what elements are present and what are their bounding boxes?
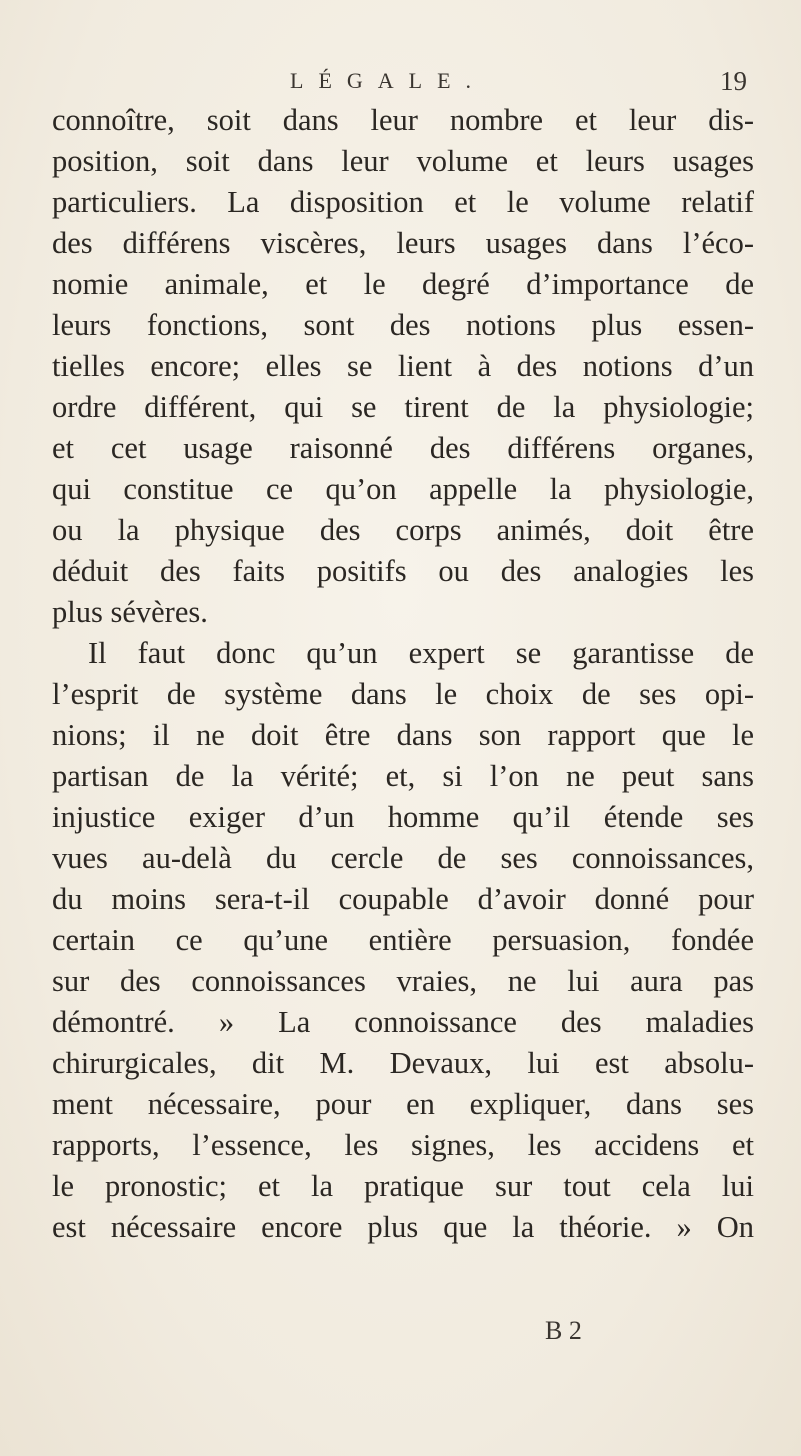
text-line: qui constitue ce qu’on appelle la physiologie,: [52, 472, 754, 506]
text-line: nomie animale, et le degré d’importance de: [52, 267, 754, 301]
text-line: vues au-delà du cercle de ses connoissances,: [52, 841, 754, 875]
running-head: LÉGALE.: [290, 68, 487, 93]
text-line: déduit des faits positifs ou des analogies les: [52, 554, 754, 588]
text-line: ordre différent, qui se tirent de la physiologie;: [52, 390, 754, 424]
text-line: position, soit dans leur volume et leurs usages: [52, 144, 754, 178]
text-line: tielles encore; elles se lient à des notions d’un: [52, 349, 754, 383]
text-line: connoître, soit dans leur nombre et leur dis-: [52, 103, 754, 137]
text-line: l’esprit de système dans le choix de ses opi-: [52, 677, 754, 711]
text-line: certain ce qu’une entière persuasion, fondée: [52, 923, 754, 957]
text-line: particuliers. La disposition et le volume relatif: [52, 185, 754, 219]
text-line: démontré. » La connoissance des maladies: [52, 1005, 754, 1039]
text-line: nions; il ne doit être dans son rapport que le: [52, 718, 754, 752]
text-line: et cet usage raisonné des différens organes,: [52, 431, 754, 465]
body-text: [52, 100, 754, 1248]
signature-mark: B 2: [545, 1316, 582, 1345]
text-line: ou la physique des corps animés, doit être: [52, 513, 754, 547]
text-line: des différens viscères, leurs usages dans l’éco-: [52, 226, 754, 260]
text-line: leurs fonctions, sont des notions plus essen-: [52, 308, 754, 342]
text-line: est nécessaire encore plus que la théorie. » On: [52, 1210, 754, 1244]
page-number: 19: [720, 66, 747, 96]
text-line: plus sévères.: [52, 595, 208, 629]
text-line: injustice exiger d’un homme qu’il étende ses: [52, 800, 754, 834]
text-line: chirurgicales, dit M. Devaux, lui est absolu-: [52, 1046, 754, 1080]
text-line: le pronostic; et la pratique sur tout cela lui: [52, 1169, 754, 1203]
text-line: sur des connoissances vraies, ne lui aura pas: [52, 964, 754, 998]
text-line: rapports, l’essence, les signes, les accidens et: [52, 1128, 754, 1162]
text-line: ment nécessaire, pour en expliquer, dans ses: [52, 1087, 754, 1121]
text-line: du moins sera-t-il coupable d’avoir donné pour: [52, 882, 754, 916]
text-line: Il faut donc qu’un expert se garantisse de: [88, 636, 754, 670]
text-line: partisan de la vérité; et, si l’on ne peut sans: [52, 759, 754, 793]
